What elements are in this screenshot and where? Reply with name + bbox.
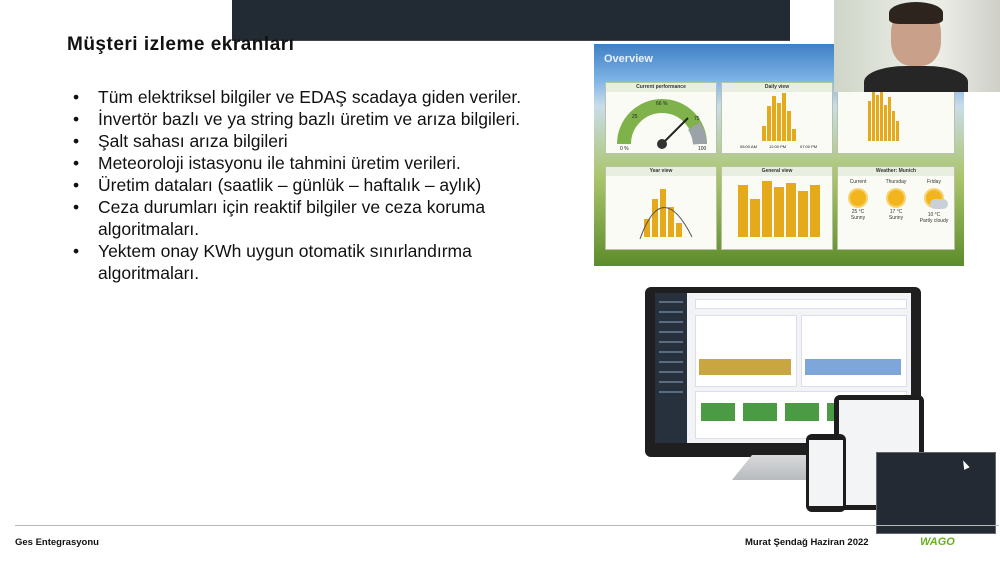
axis-label: 12:00 PM [769,144,787,149]
gauge-label: 0 % [620,146,629,152]
video-call-toolbar [232,0,790,41]
weather-panel [837,166,955,250]
presenter-video-thumbnail[interactable] [834,0,1000,92]
bullet-item: • Ceza durumları için reaktif bilgiler ve ceza koruma algoritmaları. [73,196,573,240]
monthly-panel [837,82,955,154]
bullet-item: • Yektem onay KWh uygun otomatik sınırlandırma algoritmaları. [73,240,573,284]
current-performance-panel [605,82,717,154]
phone-image [806,434,846,512]
weather-day: Thursday 17 °C Sunny [885,179,907,221]
bullet-item: • İnvertör bazlı ve ya string bazlı üretim ve arıza bilgileri. [73,108,573,130]
daily-view-panel [721,82,833,154]
svg-text:WAGO: WAGO [920,536,955,547]
bullet-item: • Üretim dataları (saatlik – günlük – haftalık – aylık) [73,174,573,196]
panel-title: Weather: Munich [838,167,954,176]
video-overlay-panel[interactable] [876,452,996,534]
sun-icon [850,190,866,206]
gauge-label: 75 [694,116,700,122]
bullet-item: • Meteoroloji istasyonu ile tahmini üretim verileri. [73,152,573,174]
gauge-label: 100 [698,146,707,152]
gauge-label: 25 [632,114,638,120]
general-view-panel [721,166,833,250]
footer-left-text: Ges Entegrasyonu [15,537,99,548]
bullet-list [73,86,573,284]
bullet-item: • Şalt sahası arıza bilgileri [73,130,573,152]
dashboard-title: Overview [604,53,653,65]
axis-label: 07:00 PM [800,144,818,149]
slide-title: Müşteri izleme ekranları [67,34,295,55]
gauge-label: 66 % [656,101,668,107]
panel-title: Current performance [606,83,716,92]
year-view-panel [605,166,717,250]
wago-logo [919,534,956,547]
panel-title: General view [722,167,832,176]
footer-right-text: Murat Şendağ Haziran 2022 [745,537,869,548]
weather-day: Current 25 °C Sunny [849,179,867,221]
axis-label: 05:00 AM [740,144,757,149]
panel-title: Year view [606,167,716,176]
sun-icon [888,190,904,206]
performance-gauge [606,92,718,154]
weather-day: Friday 10 °C Partly cloudy [919,179,949,224]
panel-title: Daily view [722,83,832,92]
footer-divider [15,525,999,526]
bullet-item: • Tüm elektriksel bilgiler ve EDAŞ scadaya giden veriler. [73,86,573,108]
